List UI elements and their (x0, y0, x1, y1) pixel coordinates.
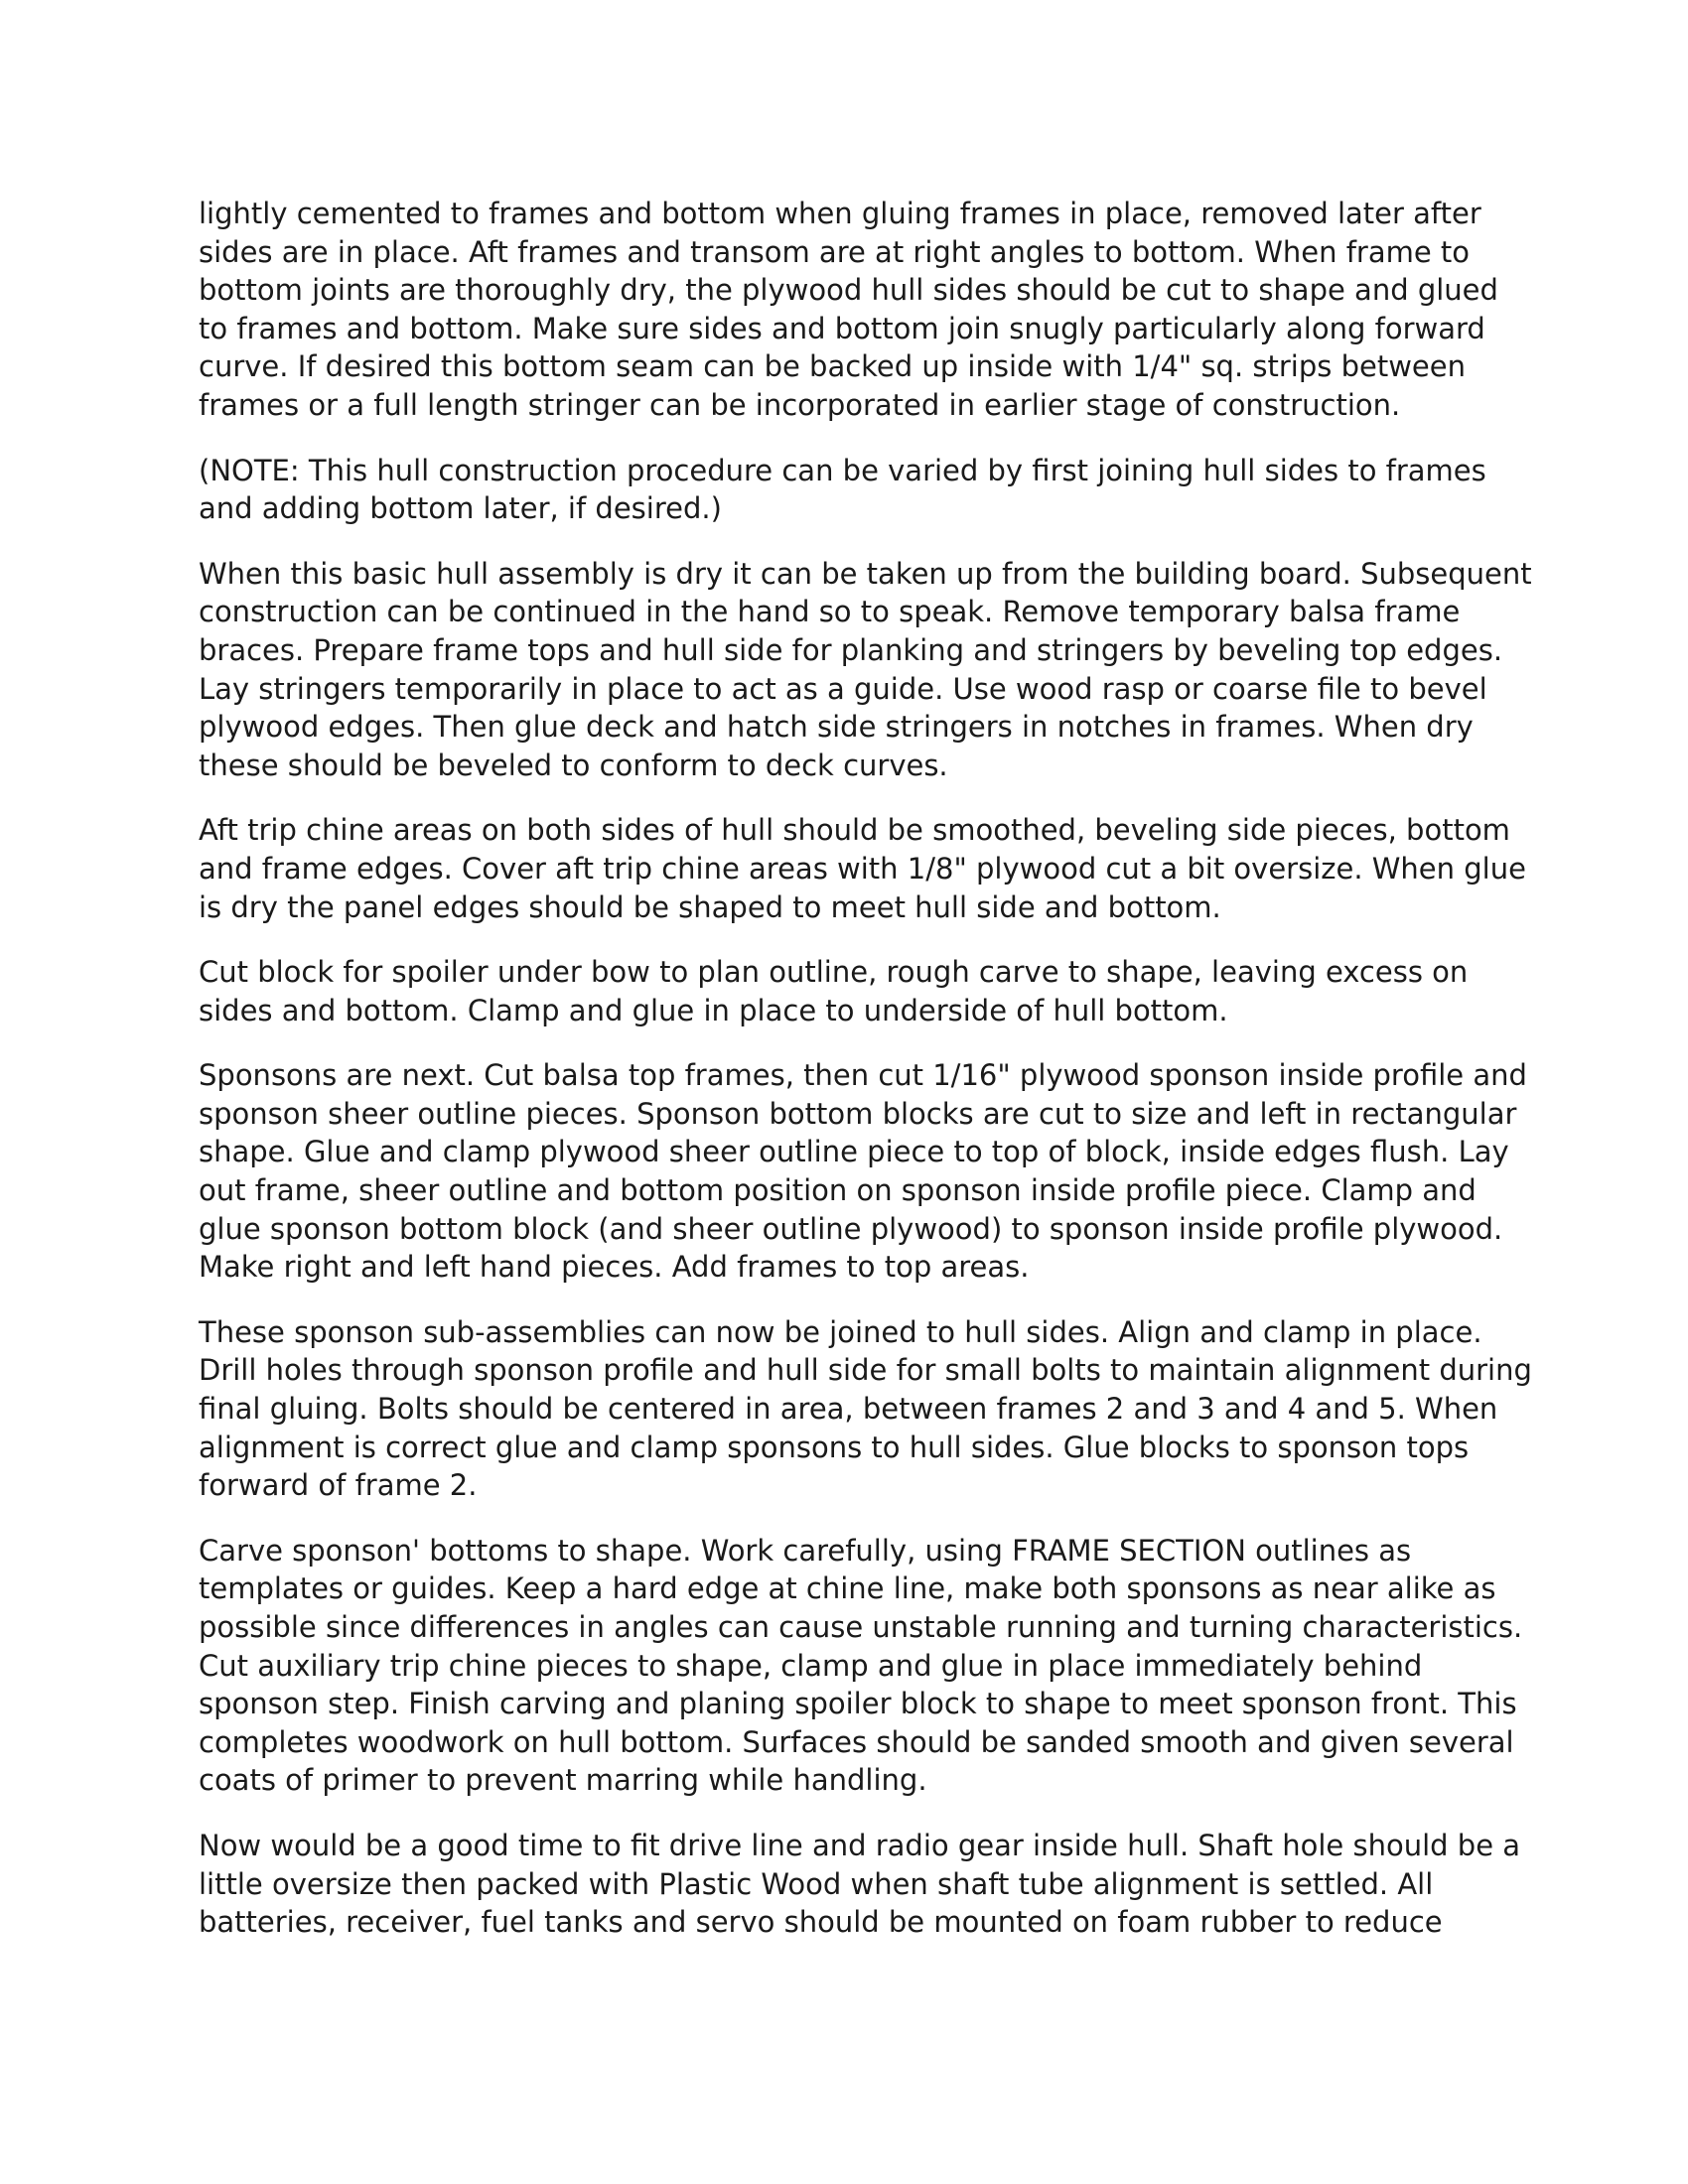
paragraph (199, 953, 1499, 1029)
paragraph (199, 1827, 1521, 1942)
text-line: batteries, receiver, fuel tanks and servo should be mounted on foam rubber to reduce (199, 1905, 1443, 1940)
paragraph (199, 1532, 1523, 1800)
text-line: sides and bottom. Clamp and glue in place to underside of hull bottom. (199, 993, 1228, 1027)
text-line: possible since differences in angles can cause unstable running and turning characteristics. (199, 1610, 1523, 1644)
text-line: Carve sponson' bottoms to shape. Work carefully, using FRAME SECTION outlines as (199, 1533, 1412, 1568)
text-line: shape. Glue and clamp plywood sheer outline piece to top of block, inside edges flush. Lay (199, 1135, 1509, 1169)
paragraph (199, 452, 1499, 528)
text-line: braces. Prepare frame tops and hull side for planking and stringers by beveling top edges. (199, 632, 1503, 667)
paragraph (199, 555, 1532, 785)
text-line: Drill holes through sponson profile and hull side for small bolts to maintain alignment during (199, 1353, 1532, 1388)
text-line: When this basic hull assembly is dry it can be taken up from the building board. Subsequent (199, 556, 1532, 591)
text-line: plywood edges. Then glue deck and hatch side stringers in notches in frames. When dry (199, 710, 1474, 745)
text-line: Sponsons are next. Cut balsa top frames, then cut 1/16" plywood sponson inside profile and (199, 1058, 1527, 1093)
text-line: construction can be continued in the hand so to speak. Remove temporary balsa frame (199, 595, 1461, 629)
text-line: Cut block for spoiler under bow to plan outline, rough carve to shape, leaving excess on (199, 955, 1469, 990)
text-line: Now would be a good time to fit drive line and radio gear inside hull. Shaft hole should be a (199, 1828, 1521, 1862)
text-line: lightly cemented to frames and bottom when gluing frames in place, removed later after (199, 197, 1481, 230)
text-line: and adding bottom later, if desired.) (199, 491, 722, 526)
text-line: curve. If desired this bottom seam can be backed up inside with 1/4" sq. strips between (199, 349, 1466, 384)
text-line: These sponson sub-assemblies can now be joined to hull sides. Align and clamp in place. (199, 1314, 1482, 1349)
text-line: templates or guides. Keep a hard edge at chine line, make both sponsons as near alike as (199, 1571, 1496, 1606)
document-body (199, 195, 1532, 1969)
text-line: and frame edges. Cover aft trip chine areas with 1/8" plywood cut a bit oversize. When glue (199, 851, 1526, 886)
text-line: final gluing. Bolts should be centered in area, between frames 2 and 3 and 4 and 5. When (199, 1392, 1498, 1427)
text-line: completes woodwork on hull bottom. Surfaces should be sanded smooth and given several (199, 1724, 1514, 1759)
paragraph (199, 1056, 1527, 1287)
text-line: Aft trip chine areas on both sides of hull should be smoothed, beveling side pieces, bottom (199, 813, 1510, 848)
text-line: glue sponson bottom block (and sheer outline plywood) to sponson inside profile plywood. (199, 1211, 1503, 1246)
text-line: sponson step. Finish carving and planing spoiler block to shape to meet sponson front. This (199, 1687, 1517, 1721)
text-line: little oversize then packed with Plastic Wood when shaft tube alignment is settled. All (199, 1866, 1434, 1901)
text-line: (NOTE: This hull construction procedure can be varied by first joining hull sides to frames (199, 453, 1486, 487)
text-line: these should be beveled to conform to deck curves. (199, 748, 948, 782)
text-line: bottom joints are thoroughly dry, the plywood hull sides should be cut to shape and glued (199, 273, 1498, 308)
text-line: Make right and left hand pieces. Add frames to top areas. (199, 1250, 1030, 1285)
text-line: frames or a full length stringer can be incorporated in earlier stage of construction. (199, 387, 1401, 422)
text-line: out frame, sheer outline and bottom position on sponson inside profile piece. Clamp and (199, 1173, 1477, 1208)
text-line: alignment is correct glue and clamp sponsons to hull sides. Glue blocks to sponson tops (199, 1430, 1470, 1464)
paragraph (199, 1313, 1532, 1505)
text-line: Lay stringers temporarily in place to act as a guide. Use wood rasp or coarse file to bevel (199, 671, 1487, 706)
paragraph (199, 195, 1499, 425)
text-line: forward of frame 2. (199, 1468, 478, 1503)
paragraph (199, 811, 1526, 926)
text-line: coats of primer to prevent marring while handling. (199, 1763, 927, 1798)
text-line: to frames and bottom. Make sure sides and bottom join snugly particularly along forward (199, 311, 1485, 345)
text-line: is dry the panel edges should be shaped to meet hull side and bottom. (199, 889, 1221, 924)
text-line: sponson sheer outline pieces. Sponson bottom blocks are cut to size and left in rectangular (199, 1096, 1517, 1131)
text-line: sides are in place. Aft frames and transom are at right angles to bottom. When frame to (199, 234, 1471, 269)
text-line: Cut auxiliary trip chine pieces to shape, clamp and glue in place immediately behind (199, 1648, 1423, 1683)
